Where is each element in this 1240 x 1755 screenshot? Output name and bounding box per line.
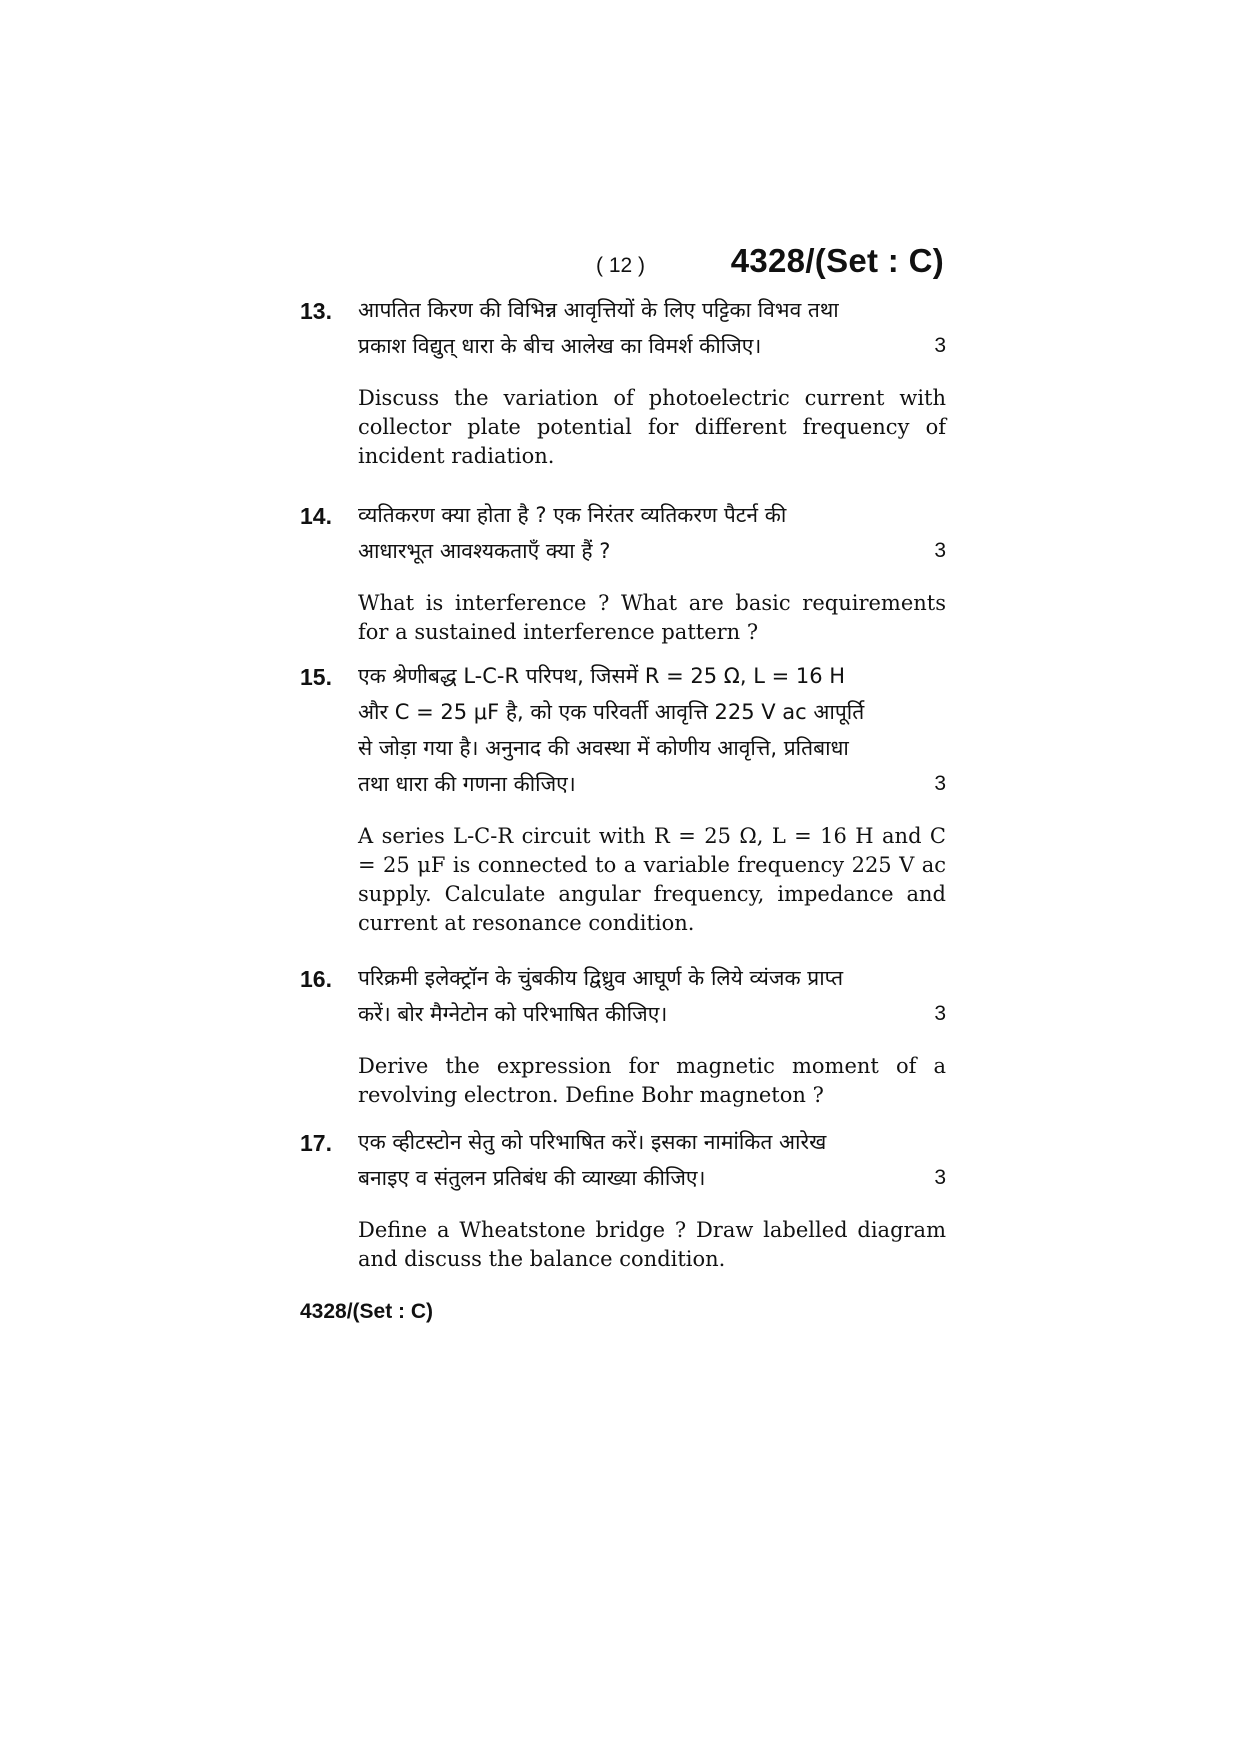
hindi-line: करें। बोर मैग्नेटोन को परिभाषित कीजिए।: [358, 1002, 668, 1026]
question-number: 16.: [300, 966, 332, 992]
hindi-line: और C = 25 μF है, को एक परिवर्ती आवृत्ति 225 V ac आपूर्ति: [358, 700, 865, 724]
page-number: ( 12 ): [596, 254, 646, 277]
question-number: 15.: [300, 664, 332, 690]
question-13: [300, 292, 946, 471]
hindi-line-last: [358, 328, 946, 364]
question-hindi-text: [358, 497, 946, 569]
hindi-line: एक श्रेणीबद्ध L-C-R परिपथ, जिसमें R = 25 Ω, L = 16 H: [358, 664, 846, 688]
question-english-text: Derive the expression for magnetic moment of a revolving electron. Define Bohr magneton ?: [358, 1054, 946, 1107]
hindi-line: बनाइए व संतुलन प्रतिबंध की व्याख्या कीजिए।: [358, 1166, 706, 1190]
paper-code-header: 4328/(Set : C): [730, 242, 944, 279]
question-17: [300, 1124, 946, 1274]
hindi-line: प्रकाश विद्युत् धारा के बीच आलेख का विमर्श कीजिए।: [358, 334, 762, 358]
hindi-line: परिक्रमी इलेक्ट्रॉन के चुंबकीय द्विध्रुव आघूर्ण के लिये व्यंजक प्राप्त: [358, 966, 844, 990]
question-16: [300, 960, 946, 1110]
hindi-line-last: [358, 533, 946, 569]
hindi-line: आपतित किरण की विभिन्न आवृत्तियों के लिए पट्टिका विभव तथा: [358, 298, 839, 322]
paper-code-footer: 4328/(Set : C): [300, 1300, 434, 1323]
hindi-line: से जोड़ा गया है। अनुनाद की अवस्था में कोणीय आवृत्ति, प्रतिबाधा: [358, 736, 849, 760]
question-number: 14.: [300, 503, 332, 529]
hindi-line-last: [358, 1160, 946, 1196]
hindi-line-last: [358, 996, 946, 1032]
question-english-text: Define a Wheatstone bridge ? Draw labelled diagram and discuss the balance condition.: [358, 1218, 946, 1271]
question-hindi-text: [358, 1124, 946, 1196]
marks: 3: [934, 1166, 946, 1189]
hindi-line: तथा धारा की गणना कीजिए।: [358, 772, 576, 796]
question-hindi-text: [358, 292, 946, 364]
hindi-line: एक व्हीटस्टोन सेतु को परिभाषित करें। इसका नामांकित आरेख: [358, 1130, 827, 1154]
question-hindi-text: [358, 658, 946, 802]
question-hindi-text: [358, 960, 946, 1032]
question-number: 17.: [300, 1130, 332, 1156]
question-15: [300, 658, 946, 938]
marks: 3: [934, 772, 946, 795]
marks: 3: [934, 1002, 946, 1025]
question-14: [300, 497, 946, 647]
question-english-text: Discuss the variation of photoelectric current with collector plate potential for different frequency of incident radiation.: [358, 386, 946, 468]
hindi-line: व्यतिकरण क्या होता है ? एक निरंतर व्यतिकरण पैटर्न की: [358, 503, 787, 527]
question-english-text: A series L-C-R circuit with R = 25 Ω, L = 16 H and C = 25 μF is connected to a variable frequency 225 V ac supply. Calculate angular frequency, impedance and current at resonance condition.: [358, 824, 946, 935]
hindi-line: आधारभूत आवश्यकताएँ क्या हैं ?: [358, 539, 611, 563]
question-english-text: What is interference ? What are basic requirements for a sustained interference pattern ?: [358, 591, 946, 644]
hindi-line-last: [358, 766, 946, 802]
marks: 3: [934, 334, 946, 357]
question-number: 13.: [300, 298, 332, 324]
marks: 3: [934, 539, 946, 562]
